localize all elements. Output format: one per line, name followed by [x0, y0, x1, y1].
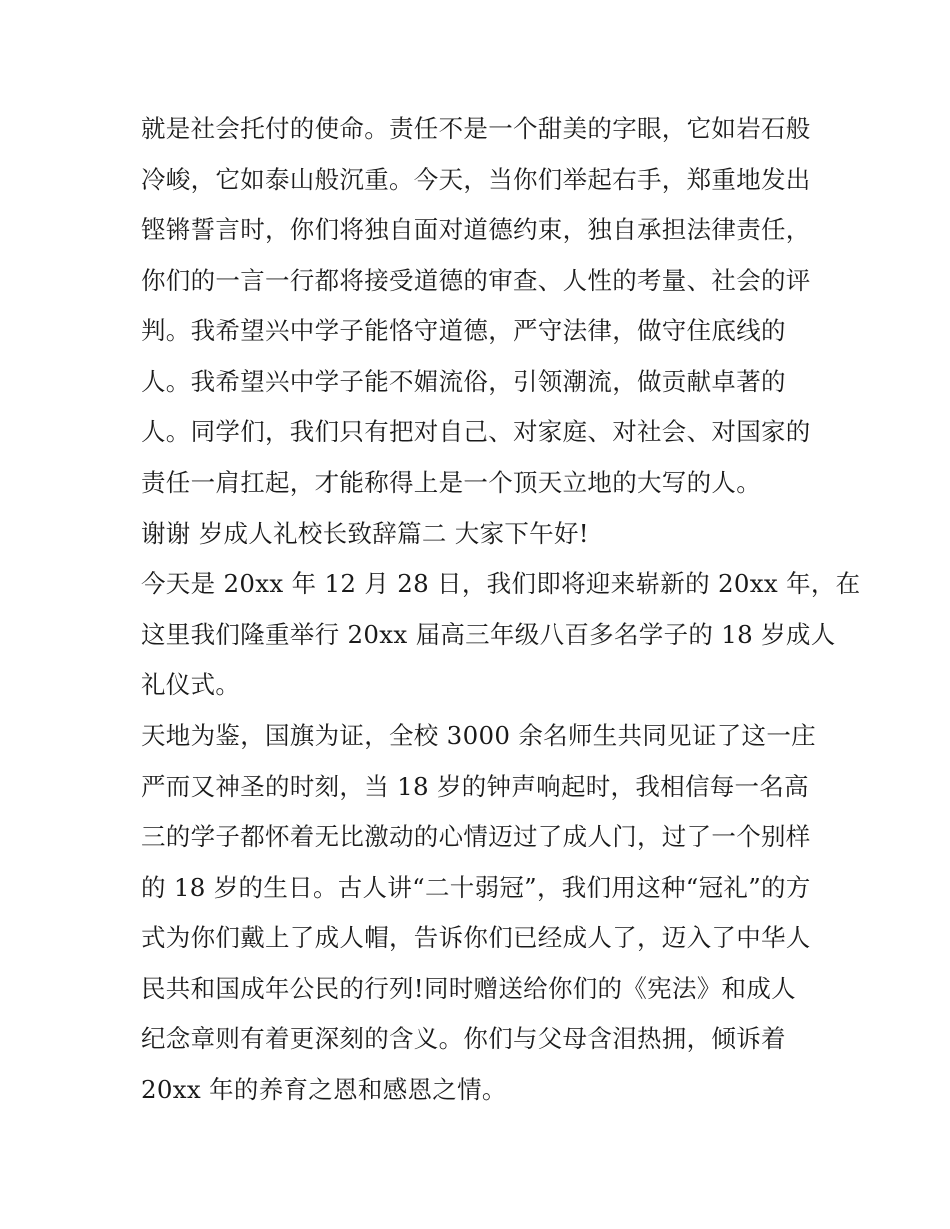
- text-line: 铿锵誓言时，你们将独自面对道德约束，独自承担法律责任，: [141, 215, 811, 244]
- text-line: 冷峻，它如泰山般沉重。今天，当你们举起右手，郑重地发出: [141, 165, 811, 194]
- text-line: 民共和国成年公民的行列!同时赠送给你们的《宪法》和成人: [141, 974, 796, 1003]
- text-line: 人。我希望兴中学子能不媚流俗，引领潮流，做贡献卓著的: [141, 367, 786, 396]
- text-line: 礼仪式。: [141, 670, 241, 699]
- text-line: 三的学子都怀着无比激动的心情迈过了成人门，过了一个别样: [141, 822, 811, 851]
- text-line: 这里我们隆重举行 20xx 届高三年级八百多名学子的 18 岁成人: [141, 620, 836, 649]
- text-line: 就是社会托付的使命。责任不是一个甜美的字眼，它如岩石般: [141, 114, 811, 143]
- text-line: 天地为鉴，国旗为证，全校 3000 余名师生共同见证了这一庄: [141, 721, 816, 750]
- text-line: 20xx 年的养育之恩和感恩之情。: [141, 1075, 507, 1104]
- text-line: 判。我希望兴中学子能恪守道德，严守法律，做守住底线的: [141, 316, 786, 345]
- text-line: 责任一肩扛起，才能称得上是一个顶天立地的大写的人。: [141, 468, 761, 497]
- text-line: 今天是 20xx 年 12 月 28 日，我们即将迎来崭新的 20xx 年，在: [141, 569, 861, 598]
- text-line: 你们的一言一行都将接受道德的审查、人性的考量、社会的评: [141, 266, 811, 295]
- text-line: 式为你们戴上了成人帽，告诉你们已经成人了，迈入了中华人: [141, 923, 811, 952]
- text-line: 严而又神圣的时刻，当 18 岁的钟声响起时，我相信每一名高: [141, 772, 809, 801]
- text-line: 纪念章则有着更深刻的含义。你们与父母含泪热拥，倾诉着: [141, 1024, 786, 1053]
- text-line: 的 18 岁的生日。古人讲“二十弱冠”，我们用这种“冠礼”的方: [141, 873, 811, 902]
- text-line: 人。同学们，我们只有把对自己、对家庭、对社会、对国家的: [141, 417, 811, 446]
- section-heading: 谢谢 岁成人礼校长致辞篇二 大家下午好!: [141, 519, 589, 548]
